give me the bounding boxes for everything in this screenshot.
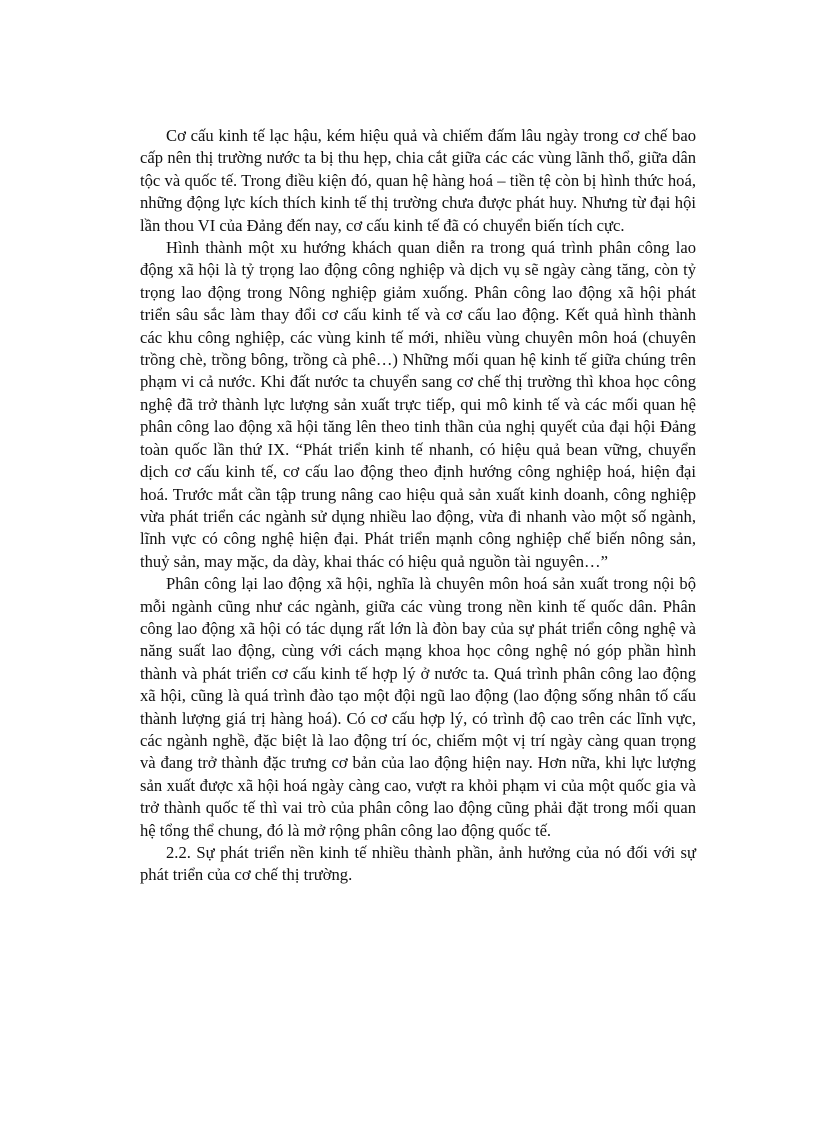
paragraph-labor-redistribution: Phân công lại lao động xã hội, nghĩa là chuyên môn hoá sản xuất trong nội bộ mỗi ngành cũng như các ngành, giữa các vùng trong nền kinh tế quốc dân. Phân công lao động xã hội có tác dụng rất lớn là đòn bay của sự phát triển công nghệ và năng suất lao động, cùng với cách mạng khoa học công nghệ nó góp phần hình thành và phát triển cơ cấu kinh tế hợp lý ở nước ta. Quá trình phân công lao động xã hội, cũng là quá trình đào tạo một đội ngũ lao động (lao động sống nhân tố cấu thành lượng giá trị hàng hoá). Có cơ cấu hợp lý, có trình độ cao trên các lĩnh vực, các ngành nghề, đặc biệt là lao động trí óc, chiếm một vị trí ngày càng quan trọng và đang trở thành đặc trưng cơ bản của lao động hiện nay. Hơn nữa, khi lực lượng sản xuất được xã hội hoá ngày càng cao, vượt ra khỏi phạm vi của một quốc gia và trở thành quốc tế thì vai trò của phân công lao động cũng phải đặt trong mối quan hệ tổng thể chung, đó là mở rộng phân công lao động quốc tế. [140,574,696,840]
section-heading: 2.2. Sự phát triển nền kinh tế nhiều thành phần, ảnh hưởng của nó đối với sự phát triển của cơ chế thị trường. [140,843,696,885]
document-body [140,125,696,887]
paragraph-labor-division-trend: Hình thành một xu hướng khách quan diễn ra trong quá trình phân công lao động xã hội là tỷ trọng lao động công nghiệp và dịch vụ sẽ ngày càng tăng, còn tỷ trọng lao động trong Nông nghiệp giảm xuống. Phân công lao động xã hội phát triển sâu sắc làm thay đổi cơ cấu kinh tế và cơ cấu lao động. Kết quả hình thành các khu công nghiệp, các vùng kinh tế mới, nhiều vùng chuyên môn hoá (chuyên trồng chè, trồng bông, trồng cà phê…) Những mối quan hệ kinh tế giữa chúng trên phạm vi cả nước. Khi đất nước ta chuyển sang cơ chế thị trường thì khoa học công nghệ đã trở thành lực lượng sản xuất trực tiếp, qui mô kinh tế và các mối quan hệ phân công lao động xã hội tăng lên theo tinh thần của nghị quyết của đại hội Đảng toàn quốc lần thứ IX. “Phát triển kinh tế nhanh, có hiệu quả bean vững, chuyển dịch cơ cấu kinh tế, cơ cấu lao động theo định hướng công nghiệp hoá, hiện đại hoá. Trước mắt cần tập trung nâng cao hiệu quả sản xuất kinh doanh, công nghiệp vừa phát triển các ngành sử dụng nhiều lao động, vừa đi nhanh vào một số ngành, lĩnh vực có công nghệ hiện đại. Phát triển mạnh công nghiệp chế biến nông sản, thuỷ sản, may mặc, da dày, khai thác có hiệu quả nguồn tài nguyên…” [140,238,696,571]
paragraph-economic-structure: Cơ cấu kinh tế lạc hậu, kém hiệu quả và chiếm đấm lâu ngày trong cơ chế bao cấp nên thị trường nước ta bị thu hẹp, chia cắt giữa các các vùng lãnh thổ, giữa dân tộc và quốc tế. Trong điều kiện đó, quan hệ hàng hoá – tiền tệ còn bị hình thức hoá, những động lực kích thích kinh tế thị trường chưa được phát huy. Nhưng từ đại hội lần thou VI của Đảng đến nay, cơ cấu kinh tế đã có chuyển biến tích cực. [140,126,696,235]
